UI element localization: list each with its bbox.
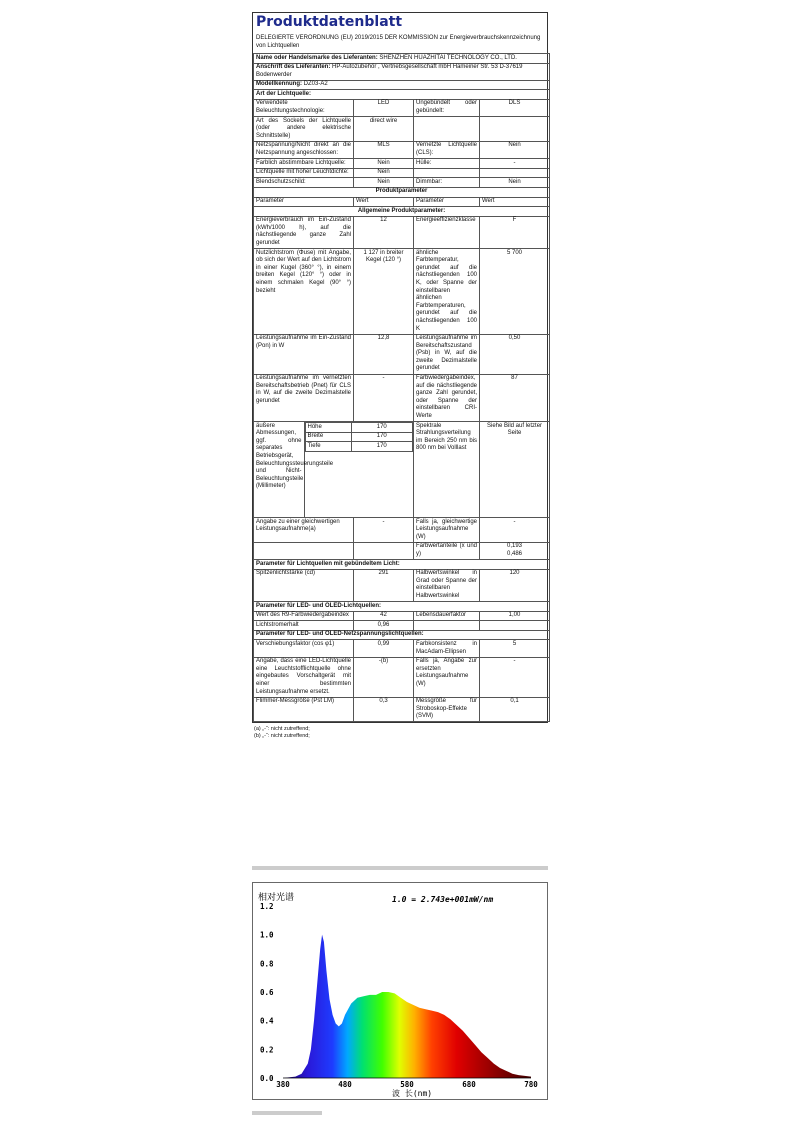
spectrum-svg [252,882,548,1100]
column-header-row [254,197,550,207]
gebuendelt-header-row [254,560,550,570]
x-tick-label: 480 [338,1080,352,1089]
param-label: Farbkonsistenz in MacAdam-Ellipsen [414,640,480,657]
y-tick-label: 0.4 [260,1016,274,1026]
spectrum-chart [252,882,548,1100]
supplier-label: Name oder Handelsmarke des Lieferanten: [256,54,378,61]
led-header-row [254,602,550,612]
param-label [414,117,480,142]
type-header-row [254,90,550,100]
param-label: Halbwertswinkel in Grad oder Spanne der einstellbaren Halbwertswinkel [414,569,480,601]
chart-title: 1.0 = 2.743e+001mW/nm [392,895,494,904]
param-value: Nein [354,168,414,178]
param-label: Falls ja, gleichwertige Leistungsaufnahme (W) [414,518,480,543]
dims-table [305,422,414,452]
farb-row [254,542,550,559]
produkt-header: Produktparameter [254,187,550,197]
param-label: Flimmer-Messgröße (Pst LM) [254,697,354,722]
param-value: direct wire [354,117,414,142]
param-label: Verschiebungsfaktor (cos φ1) [254,640,354,657]
y-tick-label: 0.6 [260,988,274,997]
address-label: Anschrift des Lieferanten: [256,64,331,71]
geb-row [254,569,550,601]
y-axis-label: 相对光谱 [258,893,295,903]
param-label: Nutzlichtstrom (Φuse) mit Angabe, ob sich der Wert auf den Lichtstrom in einer Kugel (360° °), in einem breiten Kegel (120° °) oder in einem schmalen Kegel (90° °) bezieht [254,249,354,335]
param-value [480,621,550,631]
dim-value: 170 [351,432,413,442]
param-value: Nein [354,159,414,169]
x-tick-label: 580 [400,1080,414,1089]
param-label: Dimmbar: [414,178,480,188]
param-label: Spitzenlichtstärke (cd) [254,569,354,601]
param-label: Energieeffizienzklasse [414,216,480,248]
param-value: 0,3 [354,697,414,722]
gebuendelt-header: Parameter für Lichtquellen mit gebündeltem Licht: [254,560,550,570]
address-row [254,63,550,80]
param-value: 12 [354,216,414,248]
dim-row [305,432,413,442]
param-value: 5 700 [480,249,550,335]
led-header: Parameter für LED- und OLED-Lichtquellen: [254,602,550,612]
supplier-value: SHENZHEN HUAZHITAI TECHNOLOGY CO., LTD. [379,54,517,61]
param-label: ähnliche Farbtemperatur, gerundet auf die nächstliegenden 100 K, oder Spanne der einstellbaren ähnlichen Farbtemperaturen, gerundet auf die nächstliegenden 100 K [414,249,480,335]
param-value: DLS [480,99,550,116]
col-param: Parameter [254,197,354,207]
dim-key: Tiefe [305,442,351,452]
page-separator [252,866,548,870]
product-table [253,53,550,722]
y-tick-label: 0.8 [260,959,274,969]
farb-values [480,542,550,559]
netz-row [254,640,550,657]
datasheet-frame [252,12,548,723]
param-label: Ungebündelt oder gebündelt: [414,99,480,116]
dim-key: Breite [305,432,351,442]
netz-row [254,657,550,697]
param-label: Vernetzte Lichtquelle (CLS): [414,141,480,158]
col-param: Parameter [414,197,480,207]
param-label: Netzspannung/Nicht direkt an die Netzspannung angeschlossen: [254,141,354,158]
param-label: Farbwertanteile (x und y) [414,542,480,559]
param-value: 1,00 [480,611,550,621]
param-value: - [354,374,414,422]
footnote-a: (a) „-“: nicht zutreffend; [254,726,310,733]
y-tick-label: 1.2 [260,902,274,911]
param-value: Siehe Bild auf letzter Seite [480,422,550,518]
param-label: Lebensdauerfaktor [414,611,480,621]
datasheet [252,12,548,740]
type-row [254,159,550,169]
empty-cell [354,542,414,559]
param-label: Verwendete Beleuchtungstechnologie: [254,99,354,116]
param-value: Nein [480,178,550,188]
dim-row [305,442,413,452]
param-label: Art des Sockels der Lichtquelle (oder andere elektrische Schnittstelle) [254,117,354,142]
x-tick-label: 780 [524,1080,538,1089]
allg-row [254,249,550,335]
led-row [254,611,550,621]
param-label: Leistungsaufnahme im Ein-Zustand (Pon) in W [254,334,354,374]
param-label [414,168,480,178]
param-label: Angabe, dass eine LED-Lichtquelle eine Leuchtstofflichtquelle ohne eingebautes Vorschaltgerät mit einer bestimmten Leistungsaufnahme ersetzt. [254,657,354,697]
param-value: 120 [480,569,550,601]
param-label: Wert des R9-Farbwiedergabeindex [254,611,354,621]
param-value: Nein [354,178,414,188]
param-label: Spektrale Strahlungsverteilung im Bereich 250 nm bis 800 nm bei Volllast [414,422,480,518]
param-value: 87 [480,374,550,422]
footnotes [252,726,548,740]
dim-value: 170 [351,442,413,452]
address-value: HP-Autozubehör , Vertriebsgesellschaft mbH Hameiner Str. 53 D-37619 Bodenwerder [256,64,523,78]
model-value: DZ03-A2 [303,81,328,88]
model-label: Modellkennung: [256,81,302,88]
dims-label: äußere Abmessungen, ggf. ohne separates Betriebsgerät, Beleuchtungssteuerungsteile und Nicht-Beleuchtungsteile (Millimeter) [254,422,304,517]
param-label: Angabe zu einer gleichwertigen Leistungsaufnahme(a) [254,518,354,543]
type-row [254,178,550,188]
type-row [254,141,550,158]
equiv-row [254,518,550,543]
type-header: Art der Lichtquelle: [254,90,550,100]
param-label: Farbwiedergabeindex, auf die nächstliegende ganze Zahl gerundet, oder Spanne der einstellbaren CRI-Werte [414,374,480,422]
allg-row [254,374,550,422]
supplier-row [254,54,550,64]
allg-row [254,216,550,248]
netz-row [254,697,550,722]
param-value: 0,96 [354,621,414,631]
regulation-intro: DELEGIERTE VERORDNUNG (EU) 2019/2015 DER KOMMISSION zur Energieverbrauchskennzeichnung von Lichtquellen [256,35,541,49]
param-label: Hülle: [414,159,480,169]
param-label: Leistungsaufnahme im vernetzten Bereitschaftsbetrieb (Pnet) für CLS in W, auf die zweite Dezimalstelle gerundet [254,374,354,422]
model-row [254,80,550,90]
param-label: Energieverbrauch im Ein-Zustand (kWh/1000 h), auf die nächstliegende ganze Zahl gerundet [254,216,354,248]
dims-cell [254,422,414,518]
allg-header: Allgemeine Produktparameter: [254,207,550,217]
dims-row [254,422,550,518]
x-axis-label: 波 长(nm) [392,1089,433,1098]
led-row [254,621,550,631]
param-value: - [480,518,550,543]
col-wert: Wert [480,197,550,207]
param-label: Messgröße für Stroboskop-Effekte (SVM) [414,697,480,722]
page-title: Produktdatenblatt [256,14,403,30]
param-label: Blendschutzschild: [254,178,354,188]
x-tick-label: 680 [462,1080,476,1089]
param-value [480,117,550,142]
farb-x: 0,193 [507,543,523,550]
empty-cell [254,542,354,559]
param-value: F [480,216,550,248]
param-value: LED [354,99,414,116]
footnote-b: (b) „-“: nicht zutreffend; [254,733,310,740]
param-label: Lichtstromerhalt [254,621,354,631]
param-label: Farblich abstimmbare Lichtquelle: [254,159,354,169]
allg-header-row [254,207,550,217]
param-value [480,168,550,178]
y-tick-label: 0.0 [260,1074,274,1083]
param-value: 5 [480,640,550,657]
param-value: MLS [354,141,414,158]
param-value: 12,8 [354,334,414,374]
param-label [414,621,480,631]
dims-values [304,422,413,517]
param-value: Nein [480,141,550,158]
param-value: 0,99 [354,640,414,657]
allg-row [254,334,550,374]
param-value: - [480,657,550,697]
param-label: Lichtquelle mit hoher Leuchtdichte: [254,168,354,178]
y-tick-label: 0.2 [260,1045,274,1055]
type-row [254,168,550,178]
col-wert: Wert [354,197,414,207]
y-tick-label: 1.0 [260,930,274,940]
param-value: 42 [354,611,414,621]
type-row [254,99,550,116]
dim-key: Höhe [305,423,351,433]
param-value: 291 [354,569,414,601]
param-value: 0,1 [480,697,550,722]
farb-y: 0,486 [507,551,523,557]
dim-row [305,423,413,433]
param-value: - [480,159,550,169]
footer-separator [252,1111,322,1115]
netz-header-row [254,630,550,640]
dim-value: 170 [351,423,413,433]
param-value: -(b) [354,657,414,697]
x-tick-label: 380 [276,1080,290,1089]
param-value: 1 127 in breiter Kegel (120 °) [354,249,414,335]
type-row [254,117,550,142]
param-label: Falls ja, Angabe zur ersetzten Leistungsaufnahme (W) [414,657,480,697]
netz-header: Parameter für LED- und OLED-Netzspannungslichtquellen: [254,630,550,640]
param-label: Leistungsaufnahme im Bereitschaftszustand (Psb) in W, auf die zweite Dezimalstelle gerundet [414,334,480,374]
produkt-header-row [254,187,550,197]
param-value: 0,50 [480,334,550,374]
param-value: - [354,518,414,543]
